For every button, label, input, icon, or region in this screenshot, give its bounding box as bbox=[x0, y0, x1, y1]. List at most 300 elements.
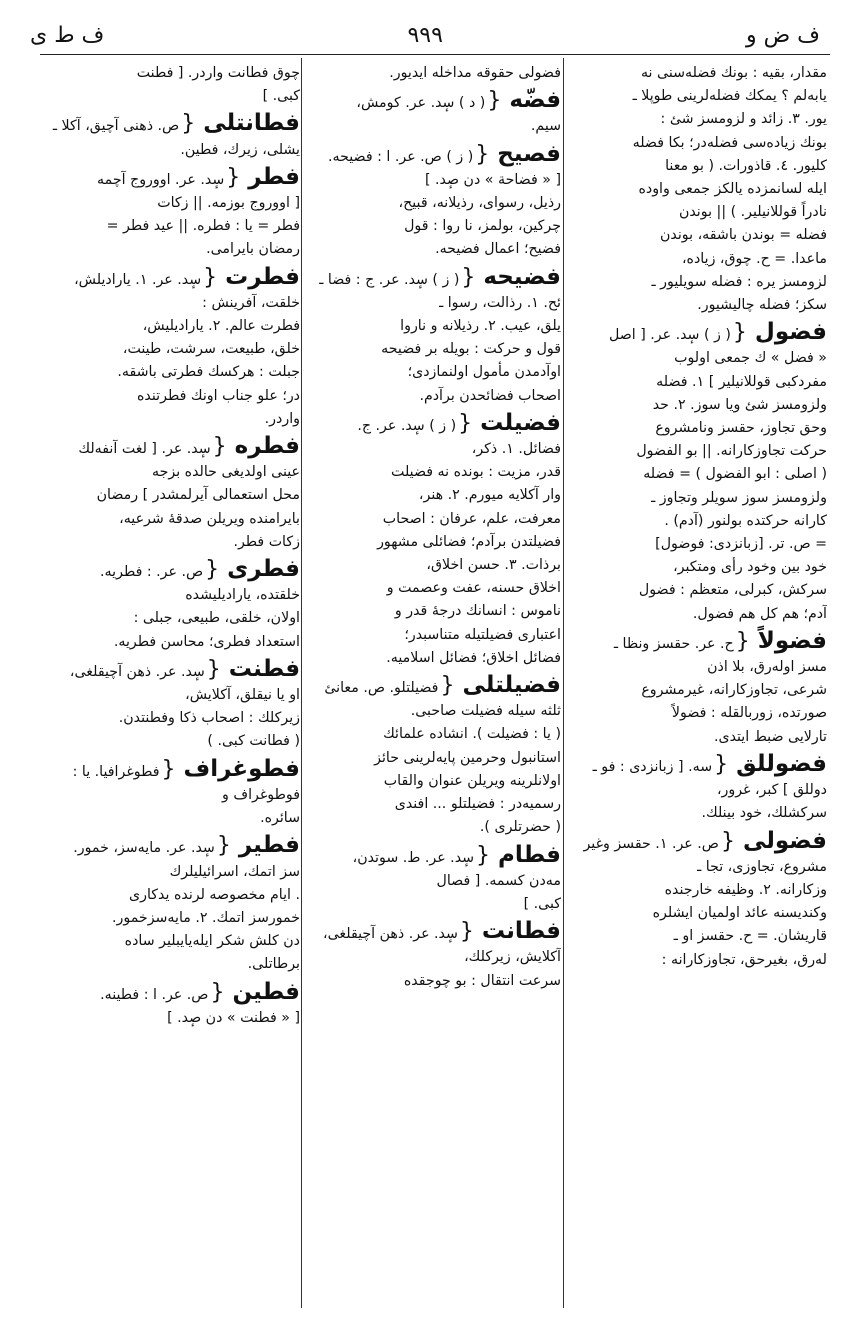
entry-text: نادراً قوللانيلير. ) || بوندن bbox=[678, 204, 827, 221]
brace-icon: { bbox=[459, 919, 474, 945]
dictionary-entry bbox=[38, 62, 300, 108]
entry-line bbox=[303, 723, 561, 746]
entry-line bbox=[303, 292, 561, 315]
entry-text: بايرامنده ويريلن صدقهٔ شرعيه، bbox=[119, 510, 300, 527]
entry-line bbox=[303, 385, 561, 408]
entry-line bbox=[565, 879, 827, 902]
entry-text: سٕد. عر. ذهن آچيقلغى، bbox=[69, 663, 205, 680]
dictionary-entry bbox=[38, 832, 300, 976]
entry-line bbox=[303, 484, 561, 507]
entry-line bbox=[565, 603, 827, 626]
entry-line bbox=[565, 417, 827, 440]
entry-text: رمضان بايرامى. bbox=[206, 241, 300, 258]
entry-text: اولانلرينه ويريلن عنوان والقاب bbox=[383, 772, 561, 789]
entry-line bbox=[565, 802, 827, 825]
entry-text: كبى. ] bbox=[523, 895, 561, 912]
entry-text: ولزومسز سوز سويلر وتجاوز ـ bbox=[651, 489, 827, 506]
entry-line bbox=[38, 607, 300, 630]
dictionary-entry bbox=[565, 828, 827, 972]
entry-text: ايله لسانمزده يالكز جمعى واوده bbox=[638, 181, 827, 198]
dictionary-entry bbox=[38, 264, 300, 431]
page-header bbox=[30, 18, 820, 52]
entry-text: اوآدمدن مأمول اولنمازدى؛ bbox=[407, 364, 561, 381]
entry-line bbox=[565, 271, 827, 294]
headword: فطرت bbox=[225, 263, 300, 290]
entry-line bbox=[303, 410, 561, 438]
entry-line bbox=[565, 579, 827, 602]
entry-line bbox=[38, 556, 300, 584]
entry-text: . ايام مخصوصه لرنده يدكارى bbox=[129, 886, 300, 903]
entry-text: وزكارانه. ٢. وظيفه خارجنده bbox=[664, 881, 827, 898]
entry-text: معرفت، علم، عرفان : اصحاب bbox=[382, 510, 561, 527]
entry-line bbox=[565, 394, 827, 417]
entry-text: دوللق ] كبر، غرور، bbox=[716, 782, 827, 799]
entry-line bbox=[38, 62, 300, 85]
entry-line bbox=[38, 832, 300, 860]
entry-text: ( ز ) سٕد. عر. ج. bbox=[357, 417, 457, 434]
headword: فضيحه bbox=[483, 263, 561, 290]
entry-text: ناموس : انسانك درجهٔ قدر و bbox=[394, 603, 561, 620]
entry-text: سٕد. عر. ذهن آچيقلغى، bbox=[323, 926, 458, 943]
entry-text: برطاتلى. bbox=[247, 956, 300, 973]
entry-text: وار آكلايه ميورم. ٢. هنر، bbox=[418, 487, 561, 504]
entry-line bbox=[303, 946, 561, 969]
entry-line bbox=[565, 371, 827, 394]
entry-line bbox=[565, 628, 827, 656]
headword: فطام bbox=[498, 841, 561, 868]
column-middle bbox=[303, 62, 561, 1312]
entry-line bbox=[565, 463, 827, 486]
entry-text: ( فطانت كبى. ) bbox=[207, 733, 300, 750]
entry-text: بونك زياده‌سى فضله‌در؛ بكا فضله bbox=[632, 134, 827, 151]
headword: فضولاً bbox=[757, 627, 827, 654]
entry-text: زكات فطر. bbox=[233, 533, 300, 550]
entry-text: شرعى، تجاوزكارانه، غيرمشروع bbox=[641, 682, 827, 699]
brace-icon: { bbox=[732, 320, 747, 346]
entry-text: فضولى حقوقه مداخله ايديور. bbox=[389, 65, 561, 81]
entry-line bbox=[565, 347, 827, 370]
entry-line bbox=[303, 238, 561, 261]
brace-icon: { bbox=[458, 410, 473, 436]
entry-line bbox=[38, 164, 300, 192]
entry-text: خلقتده، ياراديليشده bbox=[185, 587, 300, 604]
entry-text: ( ز ) ص. عر. ا : فضيحه. bbox=[327, 148, 474, 165]
entry-line bbox=[303, 361, 561, 384]
left-guide-word: ف ط ى bbox=[30, 22, 105, 48]
brace-icon: { bbox=[226, 164, 241, 190]
entry-text: ص. عر. ا : فطينه. bbox=[100, 986, 209, 1003]
entry-line bbox=[303, 169, 561, 192]
headword: فصيح bbox=[497, 140, 561, 167]
entry-line bbox=[303, 870, 561, 893]
headword: فطير bbox=[238, 832, 300, 859]
entry-text: سٕد. عر. ط. سوتدن، bbox=[352, 849, 475, 866]
entry-line bbox=[565, 294, 827, 317]
entry-line bbox=[38, 85, 300, 108]
entry-line bbox=[303, 893, 561, 916]
entry-text: سه. [ زبانزدى : فو ـ bbox=[592, 758, 713, 775]
entry-text: قدر، مزيت : بونده نه فضيلت bbox=[391, 464, 561, 481]
entry-text: سركش، كبرلى، متعظم : فضول bbox=[638, 582, 827, 599]
dictionary-entry bbox=[303, 672, 561, 839]
entry-line bbox=[565, 902, 827, 925]
entry-line bbox=[38, 707, 300, 730]
entry-line bbox=[303, 461, 561, 484]
entry-text: ( د ) سٕد. عر. كومش، bbox=[356, 95, 486, 112]
dictionary-entry bbox=[303, 87, 561, 138]
brace-icon: { bbox=[212, 434, 227, 460]
entry-text: سٕد. عر. مايه‌سز، خمور. bbox=[73, 840, 215, 857]
entry-line bbox=[303, 531, 561, 554]
entry-text: حركت تجاوزكارانه. || بو الفضول bbox=[636, 443, 827, 460]
entry-text: آدم؛ هم كل هم فضول. bbox=[692, 605, 827, 622]
entry-text: خلق، طبيعت، سرشت، طينت، bbox=[122, 341, 300, 358]
entry-text: فضله = بوندن باشقه، بوندن bbox=[659, 227, 827, 244]
brace-icon: { bbox=[476, 842, 491, 868]
entry-line bbox=[38, 807, 300, 830]
entry-line bbox=[38, 631, 300, 654]
entry-line bbox=[38, 756, 300, 784]
dictionary-entry bbox=[303, 410, 561, 670]
entry-line bbox=[565, 828, 827, 856]
entry-line bbox=[303, 600, 561, 623]
entry-line bbox=[303, 647, 561, 670]
headword: فضول bbox=[754, 319, 827, 346]
entry-text: ص. عر. ١. حقسز وغير bbox=[583, 835, 719, 852]
entry-text: يور. ٣. زائد و لزومسز شئ : bbox=[660, 111, 827, 128]
entry-text: [ « فضاحة » دن صٕد. ] bbox=[424, 171, 561, 188]
entry-text: سز اتمك، اسرائيليلرك bbox=[169, 863, 300, 880]
entry-text: سٕد. عر. اووروج آچمه bbox=[97, 171, 225, 188]
dictionary-entry bbox=[38, 556, 300, 654]
entry-text: خلقت، آفرينش : bbox=[202, 294, 300, 311]
entry-line bbox=[303, 554, 561, 577]
entry-line bbox=[38, 508, 300, 531]
entry-text: فضيح؛ اعمال فضيحه. bbox=[435, 241, 561, 258]
entry-line bbox=[303, 508, 561, 531]
entry-line bbox=[565, 679, 827, 702]
brace-icon: { bbox=[714, 751, 729, 777]
entry-text: واردر. bbox=[264, 410, 300, 427]
entry-line bbox=[565, 487, 827, 510]
entry-text: ح. عر. حقسز ونظا ـ bbox=[613, 635, 734, 652]
dictionary-entry bbox=[38, 164, 300, 262]
entry-line bbox=[303, 918, 561, 946]
entry-line bbox=[303, 87, 561, 115]
brace-icon: { bbox=[203, 264, 218, 290]
dictionary-entry bbox=[38, 656, 300, 754]
entry-text: سكز؛ فضله چاليشيور. bbox=[697, 297, 827, 314]
entry-line bbox=[565, 248, 827, 271]
entry-text: وحق تجاوز، حقسز ونامشروع bbox=[655, 420, 827, 437]
entry-line bbox=[38, 361, 300, 384]
entry-line bbox=[565, 62, 827, 85]
entry-text: رذيل، رسواى، رذيلانه، قبيح، bbox=[398, 195, 561, 212]
entry-text: ص. عر. : فطريه. bbox=[100, 564, 204, 581]
entry-text: زيركلك : اصحاب ذكا وفطنتدن. bbox=[118, 710, 300, 727]
entry-text: او يا نيقلق، آكلايش، bbox=[185, 687, 300, 704]
dictionary-entry bbox=[565, 628, 827, 749]
headword: فضّه bbox=[509, 87, 561, 114]
entry-line bbox=[303, 577, 561, 600]
entry-line bbox=[303, 141, 561, 169]
entry-text: وكنديسنه عائد اولميان ايشلره bbox=[652, 905, 827, 922]
headword: فضولى bbox=[742, 827, 827, 854]
entry-text: چوق فطانت واردر. [ فطنت bbox=[136, 65, 300, 81]
entry-text: صورتده، زوربالقله : فضولاً bbox=[671, 705, 827, 722]
entry-line bbox=[565, 155, 827, 178]
dictionary-entry bbox=[303, 842, 561, 917]
entry-line bbox=[38, 930, 300, 953]
headword: فطره bbox=[234, 433, 300, 460]
entry-line bbox=[303, 842, 561, 870]
entry-text: رسميه‌در : فضيلتلو ... افندى bbox=[394, 796, 561, 813]
entry-line bbox=[565, 656, 827, 679]
entry-line bbox=[303, 338, 561, 361]
entry-text: فضائل. ١. ذكر، bbox=[471, 441, 561, 458]
entry-text: فضيلتلو. ص. معانئ bbox=[324, 680, 439, 697]
entry-line bbox=[38, 584, 300, 607]
entry-line bbox=[38, 385, 300, 408]
entry-text: ص. ذهنى آچيق، آكلا ـ bbox=[52, 118, 180, 135]
dictionary-entry bbox=[303, 264, 561, 408]
entry-line bbox=[303, 624, 561, 647]
entry-line bbox=[565, 132, 827, 155]
entry-line bbox=[303, 793, 561, 816]
headword: فطانتلى bbox=[203, 110, 300, 137]
entry-line bbox=[38, 264, 300, 292]
dictionary-entry bbox=[38, 756, 300, 831]
entry-line bbox=[38, 433, 300, 461]
entry-text: مفردكبى قوللانيلير ] ١. فضله bbox=[656, 373, 827, 390]
entry-line bbox=[38, 461, 300, 484]
entry-text: چركين، بولمز، نا روا : قول bbox=[404, 218, 561, 235]
brace-icon: { bbox=[161, 756, 176, 782]
entry-text: كبى. ] bbox=[262, 88, 300, 105]
dictionary-entry bbox=[565, 62, 827, 317]
entry-line bbox=[38, 110, 300, 138]
entry-line bbox=[303, 315, 561, 338]
entry-line bbox=[38, 784, 300, 807]
entry-line bbox=[38, 684, 300, 707]
entry-line bbox=[303, 62, 561, 85]
entry-text: فضيلتدن برآدم؛ فضائلى مشهور bbox=[377, 533, 561, 550]
column-left bbox=[38, 62, 300, 1312]
entry-line bbox=[565, 949, 827, 972]
entry-text: خود بين وخود رأى ومتكبر، bbox=[673, 559, 827, 576]
dictionary-entry bbox=[303, 141, 561, 262]
entry-line bbox=[303, 192, 561, 215]
entry-text: يابه‌لم ؟ يمكك فضله‌لرينى طوپلا ـ bbox=[632, 88, 827, 105]
entry-text: كارانه حركتده بولنور (آدم) . bbox=[664, 512, 827, 529]
entry-line bbox=[565, 440, 827, 463]
entry-line bbox=[38, 408, 300, 431]
entry-text: مه‌دن كسمه. [ فصال bbox=[436, 872, 561, 889]
entry-line bbox=[565, 85, 827, 108]
entry-line bbox=[38, 953, 300, 976]
entry-text: ( ز ) سٕد. عر. [ اصل bbox=[608, 327, 731, 344]
entry-line bbox=[38, 139, 300, 162]
entry-text: مشروع، تجاوزى، تجا ـ bbox=[697, 858, 827, 875]
entry-line bbox=[303, 215, 561, 238]
entry-text: « فضل » ك جمعى اولوب bbox=[674, 350, 827, 367]
entry-text: سائره. bbox=[260, 810, 300, 827]
headword: فطانت bbox=[481, 918, 561, 945]
brace-icon: { bbox=[210, 979, 225, 1005]
entry-line bbox=[303, 970, 561, 993]
entry-text: جبلت : هركسك فطرتى باشقه. bbox=[117, 364, 300, 381]
headword: فطرى bbox=[227, 556, 300, 583]
entry-line bbox=[38, 338, 300, 361]
entry-line bbox=[38, 656, 300, 684]
dictionary-entry bbox=[565, 319, 827, 626]
entry-line bbox=[38, 979, 300, 1007]
entry-line bbox=[38, 884, 300, 907]
entry-text: مقدار، بقيه : بونك فضله‌سنى نه bbox=[640, 65, 827, 81]
entry-text: ئح. ١. رذالت، رسوا ـ bbox=[439, 294, 561, 311]
dictionary-entry bbox=[565, 751, 827, 826]
dictionary-entry bbox=[38, 433, 300, 554]
entry-text: قول و حركت : بويله بر فضيحه bbox=[381, 341, 561, 358]
entry-line bbox=[565, 856, 827, 879]
entry-text: استعداد فطرى؛ محاسن فطريه. bbox=[113, 633, 300, 650]
brace-icon: { bbox=[475, 141, 490, 167]
headword: فضيلتلى bbox=[462, 672, 561, 699]
dictionary-entry bbox=[38, 110, 300, 161]
brace-icon: { bbox=[440, 673, 455, 699]
entry-line bbox=[565, 201, 827, 224]
entry-text: فطرت عالم. ٢. ياراديليش، bbox=[142, 318, 300, 335]
entry-text: ماعدا. = ح. چوق، زياده، bbox=[681, 250, 827, 267]
entry-text: محل استعمالى آيرلمشدر ] رمضان bbox=[96, 487, 300, 504]
entry-text: اولان، خلقى، طبيعى، جبلى : bbox=[133, 610, 300, 627]
brace-icon: { bbox=[205, 557, 220, 583]
dictionary-entry bbox=[303, 62, 561, 85]
entry-line bbox=[565, 779, 827, 802]
brace-icon: { bbox=[487, 88, 502, 114]
entry-line bbox=[565, 178, 827, 201]
headword: فضيلت bbox=[480, 409, 561, 436]
headword: فضوللق bbox=[736, 750, 827, 777]
entry-line bbox=[38, 907, 300, 930]
entry-text: فضائل اخلاق؛ فضائل اسلاميه. bbox=[386, 649, 561, 666]
entry-text: برذات. ٣. حسن اخلاق، bbox=[426, 557, 561, 574]
entry-text: يلق، عيب. ٢. رذيلانه و ناروا bbox=[400, 318, 561, 335]
entry-text: اعتبارى فضيلتيله متناسبدر؛ bbox=[404, 626, 561, 643]
entry-text: كليور. ٤. قاذورات. ( بو معنا bbox=[665, 157, 827, 174]
entry-text: اخلاق حسنه، عفت وعصمت و bbox=[386, 580, 561, 597]
entry-text: سٕد. عر. ١. ياراديلش، bbox=[74, 271, 202, 288]
entry-line bbox=[565, 556, 827, 579]
entry-line bbox=[303, 115, 561, 138]
page-number: ٩٩٩ bbox=[407, 22, 443, 48]
entry-text: ( ز ) سٕد. عر. ج : فضا ـ bbox=[319, 271, 460, 288]
entry-line bbox=[303, 438, 561, 461]
brace-icon: { bbox=[181, 111, 196, 137]
entry-text: يشلى، زيرك، فطين. bbox=[180, 141, 300, 158]
entry-line bbox=[38, 215, 300, 238]
brace-icon: { bbox=[206, 656, 221, 682]
dictionary-entry bbox=[38, 979, 300, 1030]
entry-text: فطوغرافيا. يا : bbox=[72, 763, 160, 780]
dictionary-entry bbox=[303, 918, 561, 993]
entry-text: سيم. bbox=[530, 118, 561, 135]
entry-text: تارلايى ضبط ايتدى. bbox=[713, 728, 827, 745]
column-divider bbox=[301, 58, 302, 1308]
headword: فطنت bbox=[228, 655, 300, 682]
brace-icon: { bbox=[461, 264, 476, 290]
entry-line bbox=[565, 726, 827, 749]
entry-text: له‌رق، بغيرحق، تجاوزكارانه : bbox=[661, 951, 827, 968]
entry-line bbox=[565, 751, 827, 779]
entry-line bbox=[565, 108, 827, 131]
entry-line bbox=[303, 770, 561, 793]
entry-line bbox=[38, 315, 300, 338]
entry-line bbox=[565, 510, 827, 533]
entry-text: ثلثه سيله فضيلت صاحبى. bbox=[410, 703, 561, 720]
entry-text: ( يا : فضيلت ). انشاده علمائك bbox=[383, 726, 561, 743]
entry-line bbox=[38, 1007, 300, 1030]
entry-line bbox=[303, 264, 561, 292]
entry-text: قاريشان. = ح. حقسز او ـ bbox=[673, 928, 827, 945]
entry-text: فوطوغراف و bbox=[222, 786, 300, 803]
entry-text: دن كلش شكر ايله‌يايبلير ساده bbox=[124, 933, 300, 950]
entry-text: خمورسز اتمك. ٢. مايه‌سزخمور. bbox=[112, 909, 300, 926]
entry-text: در؛ علو جناب اونك فطرتنده bbox=[137, 387, 300, 404]
entry-line bbox=[38, 861, 300, 884]
right-guide-word: ف ض و bbox=[745, 22, 820, 48]
entry-line bbox=[565, 533, 827, 556]
header-rule bbox=[40, 54, 830, 55]
entry-line bbox=[565, 319, 827, 347]
headword: فطر bbox=[248, 163, 300, 190]
entry-line bbox=[38, 730, 300, 753]
entry-line bbox=[38, 531, 300, 554]
headword: فطوغراف bbox=[183, 755, 300, 782]
entry-text: سرعت انتقال : بو چوجقده bbox=[403, 972, 561, 989]
entry-text: ( حضرتلرى ). bbox=[479, 819, 561, 836]
entry-line bbox=[38, 192, 300, 215]
entry-text: عينى اولديغى حالده بزجه bbox=[151, 464, 300, 481]
entry-line bbox=[38, 238, 300, 261]
column-divider bbox=[563, 58, 564, 1308]
entry-text: سٕد. عر. [ لغت آنفه‌لك bbox=[78, 441, 211, 458]
column-right bbox=[565, 62, 827, 1312]
entry-text: فطر = يا : فطره. || عيد فطر = bbox=[106, 218, 300, 235]
entry-line bbox=[38, 292, 300, 315]
entry-text: استانبول وحرمين پايه‌لرينى حائز bbox=[374, 749, 561, 766]
entry-text: ولزومسز شئ ويا سوز. ٢. حد bbox=[652, 396, 827, 413]
entry-text: اصحاب فضائحدن برآدم. bbox=[419, 387, 561, 404]
entry-line bbox=[565, 224, 827, 247]
brace-icon: { bbox=[720, 828, 735, 854]
entry-text: ( اصلى : ابو الفضول ) = فضله bbox=[643, 466, 827, 483]
entry-line bbox=[303, 816, 561, 839]
entry-text: [ « فطنت » دن صٕد. ] bbox=[167, 1009, 300, 1026]
entry-line bbox=[565, 702, 827, 725]
entry-text: آكلايش، زيركلك، bbox=[464, 949, 561, 966]
entry-text: = ص. تر. [زبانزدى: فوضول] bbox=[655, 536, 827, 553]
entry-text: لزومسز يره : فضله سويليور ـ bbox=[651, 273, 827, 290]
entry-text: مسز اوله‌رق، بلا اذن bbox=[707, 659, 827, 676]
entry-text: [ اووروج بوزمه. || زكات bbox=[157, 195, 300, 212]
brace-icon: { bbox=[735, 628, 750, 654]
entry-line bbox=[565, 925, 827, 948]
entry-line bbox=[303, 700, 561, 723]
entry-line bbox=[38, 484, 300, 507]
entry-line bbox=[303, 747, 561, 770]
entry-text: سركشلك، خود بينلك. bbox=[701, 805, 827, 822]
